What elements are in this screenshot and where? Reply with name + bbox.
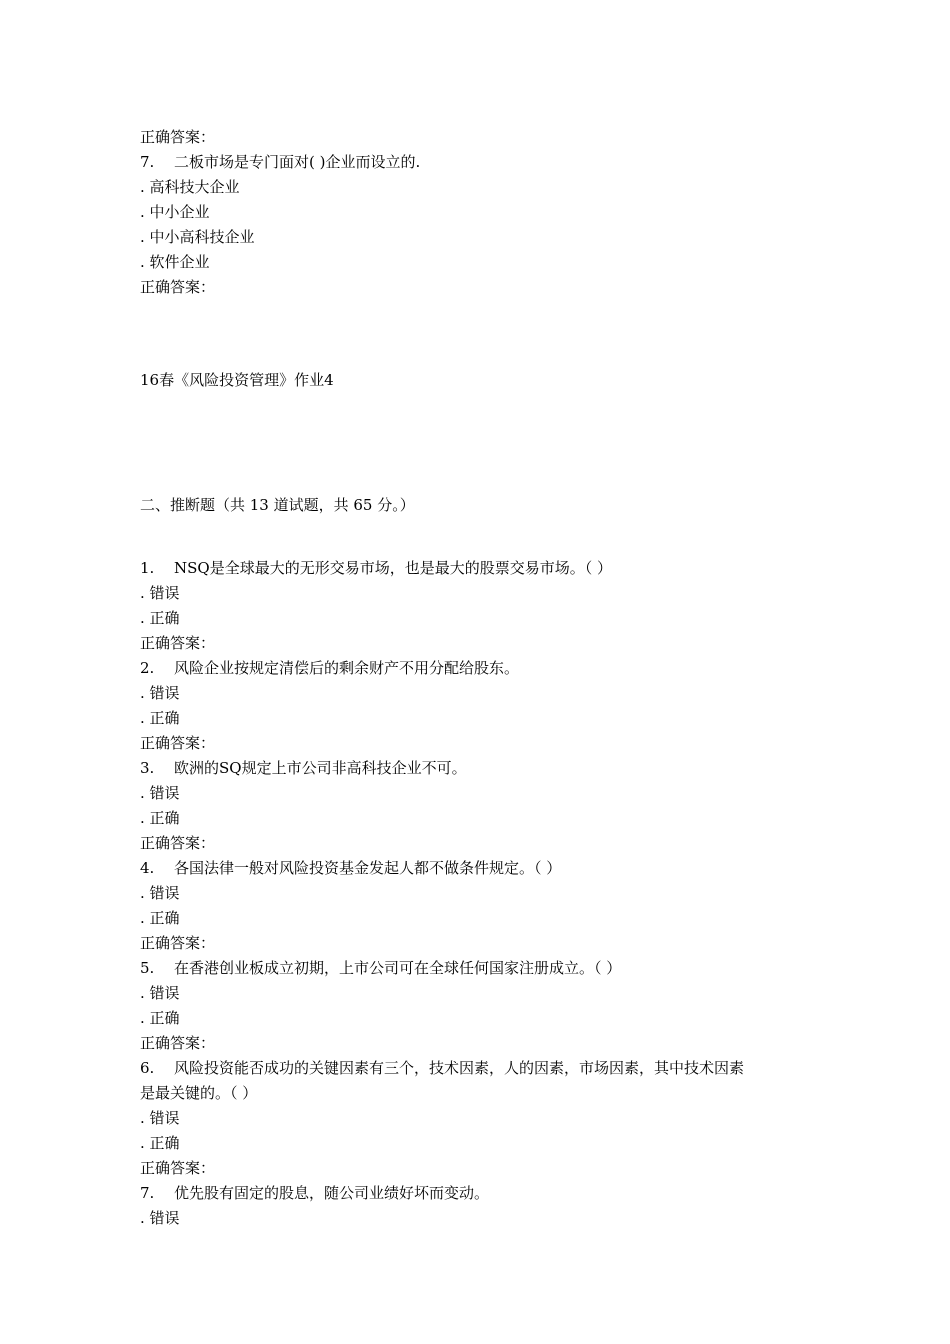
tf-question-4-answer-label: 正确答案： — [140, 934, 216, 952]
tf-question-7-stem — [140, 1181, 820, 1206]
tf-question-4-stem — [140, 856, 820, 881]
question-number: 2. — [140, 659, 155, 677]
question-number: 6. — [140, 1059, 155, 1077]
tf-question-6-option-wrong: . 错误 — [140, 1109, 180, 1127]
tf-question-1-answer-label: 正确答案： — [140, 634, 216, 652]
question-number: 7. — [140, 153, 155, 171]
question-7-option-3: . 中小高科技企业 — [140, 228, 255, 246]
section-heading: 二、推断题（共 13 道试题，共 65 分。） — [140, 496, 415, 514]
tf-question-1-option-right: . 正确 — [140, 609, 180, 627]
question-7-answer-label: 正确答案： — [140, 278, 216, 296]
question-7-option-2: . 中小企业 — [140, 203, 210, 221]
tf-question-6-stem — [140, 1056, 820, 1081]
answer-label-top: 正确答案： — [140, 128, 216, 146]
question-number: 1. — [140, 559, 155, 577]
tf-question-6-stem-continued: 是最关键的。（ ） — [140, 1084, 258, 1102]
tf-question-3-option-wrong: . 错误 — [140, 784, 180, 802]
tf-question-5-option-right: . 正确 — [140, 1009, 180, 1027]
question-text: 二板市场是专门面对( )企业而设立的. — [174, 153, 421, 171]
tf-question-2-option-wrong: . 错误 — [140, 684, 180, 702]
document-page — [140, 125, 820, 1231]
tf-question-4-option-wrong: . 错误 — [140, 884, 180, 902]
question-text: 风险企业按规定清偿后的剩余财产不用分配给股东。 — [174, 659, 520, 677]
question-text: 风险投资能否成功的关键因素有三个，技术因素，人的因素，市场因素，其中技术因素 — [174, 1059, 745, 1077]
question-number: 4. — [140, 859, 155, 877]
question-text: 各国法律一般对风险投资基金发起人都不做条件规定。（ ） — [174, 859, 562, 877]
question-number: 5. — [140, 959, 155, 977]
tf-question-7-option-wrong: . 错误 — [140, 1209, 180, 1227]
question-number: 7. — [140, 1184, 155, 1202]
question-text: 优先股有固定的股息，随公司业绩好坏而变动。 — [174, 1184, 490, 1202]
tf-question-3-answer-label: 正确答案： — [140, 834, 216, 852]
question-7-option-4: . 软件企业 — [140, 253, 210, 271]
tf-question-6-option-right: . 正确 — [140, 1134, 180, 1152]
tf-question-2-stem — [140, 656, 820, 681]
question-7-option-1: . 高科技大企业 — [140, 178, 240, 196]
tf-question-1-stem — [140, 556, 820, 581]
tf-question-5-answer-label: 正确答案： — [140, 1034, 216, 1052]
question-7-stem — [140, 150, 820, 175]
tf-question-3-stem — [140, 756, 820, 781]
tf-question-5-stem — [140, 956, 820, 981]
tf-question-3-option-right: . 正确 — [140, 809, 180, 827]
question-number: 3. — [140, 759, 155, 777]
tf-question-1-option-wrong: . 错误 — [140, 584, 180, 602]
question-text: 欧洲的SQ规定上市公司非高科技企业不可。 — [174, 759, 467, 777]
document-title: 16春《风险投资管理》作业4 — [140, 371, 334, 389]
tf-question-6-answer-label: 正确答案： — [140, 1159, 216, 1177]
tf-question-2-option-right: . 正确 — [140, 709, 180, 727]
tf-question-5-option-wrong: . 错误 — [140, 984, 180, 1002]
question-text: NSQ是全球最大的无形交易市场，也是最大的股票交易市场。（ ） — [174, 559, 612, 577]
tf-question-2-answer-label: 正确答案： — [140, 734, 216, 752]
tf-question-4-option-right: . 正确 — [140, 909, 180, 927]
question-text: 在香港创业板成立初期，上市公司可在全球任何国家注册成立。（ ） — [174, 959, 622, 977]
